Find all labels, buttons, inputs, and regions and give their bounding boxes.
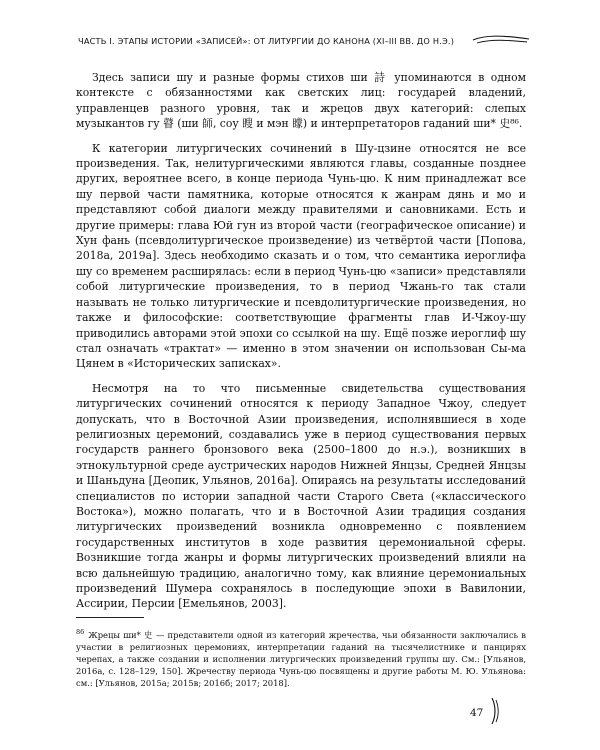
footnote-text: Жрецы ши* 史 — представители одной из категорий жречества, чьи обязанности заключались в участии в религиозных церемониях, интерпретации гаданий на тысячелистнике и панцирях черепах, а также создании и исполнении литургических произведений группы шу. См.: [Ульянов, 2016а, с. 128–129, 150]. Жречеству периода Чунь-цю посвящены и другие работы М. Ю. Ульянова: см.: [Ульянов, 2015а; 2015в; 2016б; 2017; 2018]. xyxy=(76,629,526,689)
footnote-divider xyxy=(76,617,144,618)
paragraph: Здесь записи шу и разные формы стихов ши 詩 упоминаются в одном контексте с обязанностями как светских лиц: государей владений, управленцев разного уровня, так и жрецов двух категорий: слепых музыкантов гу 瞽 (ши 師, соу 瞍 и мэн 矇) и интерпретаторов гаданий ши* 史⁸⁶. xyxy=(76,71,526,131)
running-head: ЧАСТЬ I. ЭТАПЫ ИСТОРИИ «ЗАПИСЕЙ»: ОТ ЛИТУРГИИ ДО КАНОНА (XI–III ВВ. ДО Н.Э.) xyxy=(78,36,455,46)
footnote-number: 86 xyxy=(76,628,85,636)
paragraph: К категории литургических сочинений в Шу-цзине относятся не все произведения. Так, нелитургическими являются главы, созданные позднее других, вероятнее всего, в конце периода Чунь-цю. К ним принадлежат все шу первой части памятника, которые относятся к жанрам дянь и мо и представляют собой диалоги между правителями и сановниками. Есть и другие примеры: глава Юй гун из второй части (географическое описание) и Хун фань (псевдолитургическое произведение) из четвёртой части [Попова, 2018а, 2019а]. Здесь необходимо сказать и о том, что семантика иероглифа шу со временем расширялась: если в период Чунь-цю «записи» представляли собой литургические произведения, то в период Чжань-го так стали называть не только литургические и псевдолитургические произведения, но также и философские: соответствующие фрагменты глав И-Чжоу-шу приводились авторами этой эпохи со ссылкой на шу. Ещё позже иероглиф шу стал означать «трактат» — именно в этом значении он использован Сы-ма Цянем в «Исторических записках». xyxy=(76,141,526,371)
page-number: 47 xyxy=(470,707,484,719)
header-ornament-icon xyxy=(471,31,531,47)
footnote xyxy=(76,626,526,689)
main-text xyxy=(76,70,526,621)
paragraph: Несмотря на то что письменные свидетельства существования литургических сочинений относятся к периоду Западное Чжоу, следует допускать, что в Восточной Азии произведения, исполнявшиеся в ходе религиозных церемоний, создавались уже в период существования первых государств раннего бронзового века (2500–1800 до н.э.), возникших в этнокультурной среде аустрических народов Нижней Янцзы, Средней Янцзы и Шаньдуна [Деопик, Ульянов, 2016а]. Опираясь на результаты исследований специалистов по истории западной части Старого Света («классического Востока»), можно полагать, что и в Восточной Азии традиция создания литургических произведений возникла одновременно с появлением государственных институтов в ходе развития церемониальной сферы. Возникшие тогда жанры и формы литургических произведений влияли на всю дальнейшую традицию, аналогично тому, как влияние церемониальных произведений Шумера сохранялось в последующие эпохи в Вавилонии, Ассирии, Персии [Емельянов, 2003]. xyxy=(76,381,526,611)
page-number-ornament-icon xyxy=(487,696,501,726)
